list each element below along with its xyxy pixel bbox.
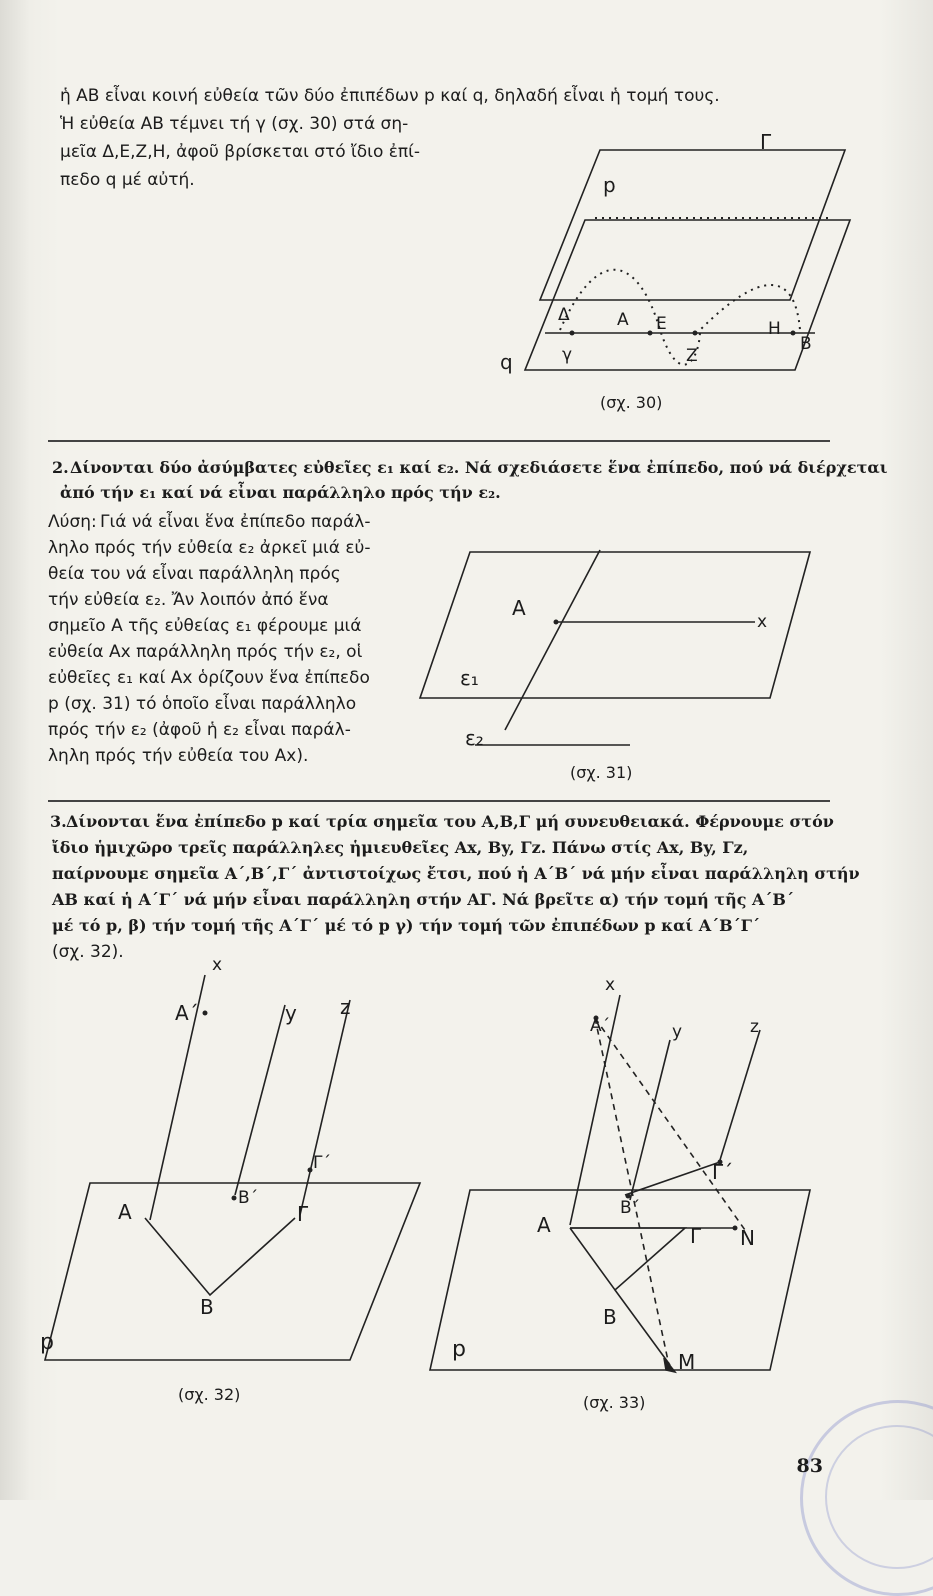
fig30-label-h: Η <box>768 319 781 339</box>
fig33-label-a: Α <box>537 1213 551 1237</box>
line-bm <box>615 1290 670 1365</box>
fig31-caption: (σχ. 31) <box>570 763 633 782</box>
fig30-label-delta: Δ <box>558 305 570 325</box>
ex2-solution-1: Γιά νά εἶναι ἕνα ἐπίπεδο παράλ- <box>100 512 371 532</box>
ex2-statement-1: Δίνονται δύο ἀσύμβατες εὐθεῖες ε₁ καί ε₂. Νά σχεδιάσετε ἕνα ἐπίπεδο, πού νά διέρχεται <box>70 458 888 477</box>
fig31-label-x: x <box>757 612 768 632</box>
ex2-solution-9: πρός τήν ε₂ (ἀφοῦ ἡ ε₂ εἶναι παράλ- <box>48 720 351 740</box>
ex2-statement-2: ἀπό τήν ε₁ καί νά εἶναι παράλληλο πρός τήν ε₂. <box>60 483 501 502</box>
fig32-label-a-prime: Α΄ <box>175 1001 199 1025</box>
fig30-caption: (σχ. 30) <box>600 393 663 412</box>
intro-line-3: μεῖα Δ,Ε,Ζ,Η, ἀφοῦ βρίσκεται στό ἴδιο ἐπί- <box>60 142 421 162</box>
ray-by-33 <box>630 1040 670 1200</box>
intro-line-1: ἡ ΑΒ εἶναι κοινή εὐθεία τῶν δύο ἐπιπέδων p καί q, δηλαδή εἶναι ἡ τομή τους. <box>60 86 720 106</box>
ex3-statement-1: Δίνονται ἕνα ἐπίπεδο p καί τρία σημεῖα του Α,Β,Γ μή συνευθειακά. Φέρνουμε στόν <box>66 812 834 831</box>
ex3-statement-4: ΑΒ καί ἡ Α΄Γ΄ νά μήν εἶναι παράλληλη στήν ΑΓ. Νά βρεῖτε α) τήν τομή τῆς Α΄Β΄ <box>52 890 794 909</box>
fig33-label-g: Γ <box>690 1224 702 1248</box>
fig31-label-e2: ε₂ <box>465 726 484 750</box>
fig33-label-y: y <box>672 1022 683 1042</box>
ex2-solution-10: ληλη πρός τήν εὐθεία του Αx). <box>48 746 309 766</box>
page-number: 83 <box>796 1455 823 1477</box>
ex3-number: 3. <box>50 812 67 831</box>
fig33-label-b: Β <box>603 1305 617 1329</box>
ex2-solution-4: τήν εὐθεία ε₂. Ἄν λοιπόν ἀπό ἕνα <box>48 590 329 610</box>
fig32-label-b: Β <box>200 1295 214 1319</box>
ex3-statement-6: (σχ. 32). <box>52 942 124 962</box>
fig31-label-e1: ε₁ <box>460 666 479 690</box>
fig33-label-p: p <box>452 1337 466 1362</box>
ex2-solution-7: εὐθεῖες ε₁ καί Αx ὁρίζουν ἕνα ἐπίπεδο <box>48 668 370 688</box>
fig32-label-b-prime: Β΄ <box>238 1188 259 1208</box>
ex3-statement-5: μέ τό p, β) τήν τομή τῆς Α΄Γ΄ μέ τό p γ) τήν τομή τῶν ἐπιπέδων p καί Α΄Β΄Γ΄ <box>52 916 761 935</box>
fig32-label-p: p <box>40 1330 54 1355</box>
fig32-label-y: y <box>285 1001 297 1025</box>
fig32-label-x: x <box>212 955 223 975</box>
fig33-label-g-prime: Γ΄ <box>712 1160 734 1184</box>
fig32-label-z: z <box>340 995 351 1019</box>
fig32-caption: (σχ. 32) <box>178 1385 241 1404</box>
fig30-label-p: p <box>603 173 616 197</box>
fig31-label-a: Α <box>512 596 526 620</box>
ex2-solution-3: θεία του νά εἶναι παράλληλη πρός <box>48 564 341 584</box>
fig30-label-b: Β <box>800 334 812 354</box>
intro-line-2: Ἡ εὐθεία ΑΒ τέμνει τή γ (σχ. 30) στά ση- <box>60 114 409 134</box>
intro-line-4: πεδο q μέ αὐτή. <box>60 170 195 190</box>
ex3-statement-2: ἴδιο ἡμιχῶρο τρεῖς παράλληλες ἡμιευθεῖες Αx, By, Γz. Πάνω στίς Αx, By, Γz, <box>52 838 749 857</box>
fig30-label-gamma: γ <box>562 345 573 365</box>
fig30-label-e: Ε <box>656 314 667 334</box>
ex2-solution-2: ληλο πρός τήν εὐθεία ε₂ ἀρκεῖ μιά εὐ- <box>48 538 371 558</box>
arrow-m <box>664 1358 675 1372</box>
fig33-label-z: z <box>750 1017 759 1037</box>
line-aprime-gprime <box>595 1018 745 1230</box>
fig30-label-gamma-top: Γ <box>760 130 772 154</box>
fig30-label-q: q <box>500 350 513 374</box>
ex3-statement-3: παίρνουμε σημεῖα Α΄,Β΄,Γ΄ ἀντιστοίχως ἔτσι, πού ἡ Α΄Β΄ νά μήν εἶναι παράλληλη στήν <box>52 864 860 883</box>
fig33-label-n: Ν <box>740 1226 755 1250</box>
fig33-label-b-prime: Β΄ <box>620 1198 641 1218</box>
ex2-solution-5: σημεῖο Α τῆς εὐθείας ε₁ φέρουμε μιά <box>48 616 362 636</box>
triangle-abg-33 <box>570 1228 685 1290</box>
fig33-label-a-prime: Α΄ <box>590 1016 611 1036</box>
fig32-label-g: Γ <box>297 1202 309 1226</box>
ray-gz-33 <box>720 1030 760 1160</box>
fig30-label-z: Ζ <box>686 346 698 366</box>
fig32-label-g-prime: Γ΄ <box>313 1153 331 1173</box>
ex2-solution-6: εὐθεία Αx παράλληλη πρός τήν ε₂, οἱ <box>48 642 363 662</box>
fig33-label-m: Μ <box>678 1350 696 1374</box>
fig30-label-a: Α <box>617 310 629 330</box>
fig32-label-a: Α <box>118 1200 132 1224</box>
fig33-caption: (σχ. 33) <box>583 1393 646 1412</box>
fig33-label-x: x <box>605 975 616 995</box>
ex2-number: 2. <box>52 458 69 477</box>
ex2-solution-8: p (σχ. 31) τό ὁποῖο εἶναι παράλληλο <box>48 694 357 714</box>
ex2-solution-label: Λύση: <box>48 512 97 532</box>
